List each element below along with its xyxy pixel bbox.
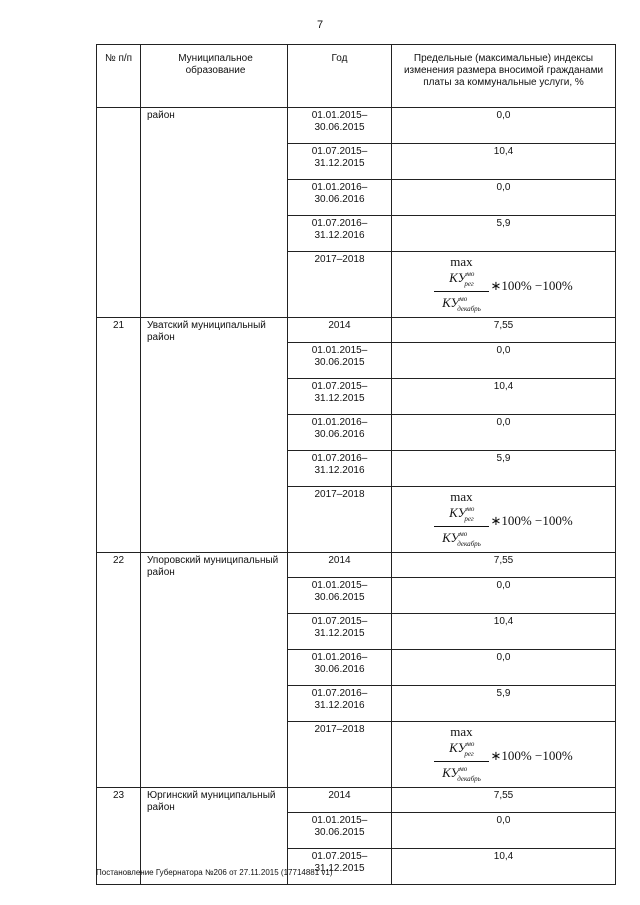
period-cell: 01.01.2016–30.06.2016 [288, 180, 392, 216]
formula-fraction [434, 256, 488, 315]
formula-max: max [450, 254, 473, 269]
index-value: 0,0 [392, 578, 616, 614]
formula-fraction [434, 726, 488, 785]
row-number: 21 [97, 318, 141, 553]
formula-ku: КУ [442, 295, 460, 310]
row-number: 23 [97, 788, 141, 885]
index-value: 7,55 [392, 788, 616, 813]
tariff-index-table [96, 44, 616, 885]
header-year: Год [288, 45, 392, 108]
period-cell: 2017–2018 [288, 252, 392, 318]
formula-max: max [450, 724, 473, 739]
period-cell: 2017–2018 [288, 487, 392, 553]
period-cell: 2017–2018 [288, 722, 392, 788]
formula-denominator [434, 292, 488, 315]
formula-ku: КУ [442, 530, 460, 545]
header-municipality: Муниципальное образование [141, 45, 288, 108]
formula-denominator [434, 762, 488, 785]
index-formula [392, 252, 616, 318]
period-cell: 01.01.2015–30.06.2015 [288, 108, 392, 144]
period-cell: 01.07.2015–31.12.2015 [288, 379, 392, 415]
table-header-row [97, 45, 616, 108]
index-value: 5,9 [392, 216, 616, 252]
index-value: 0,0 [392, 650, 616, 686]
table-row [97, 788, 616, 813]
municipality-name: Уватский муниципальный район [141, 318, 288, 553]
index-value: 0,0 [392, 415, 616, 451]
table-row [97, 553, 616, 578]
formula-sup: мо [459, 765, 468, 773]
formula [434, 491, 572, 550]
period-cell: 2014 [288, 788, 392, 813]
index-value: 0,0 [392, 813, 616, 849]
table-row [97, 318, 616, 343]
index-value: 0,0 [392, 108, 616, 144]
page-number: 7 [316, 19, 324, 31]
formula-numerator [434, 491, 488, 527]
formula-sub-reg: рег [464, 280, 474, 288]
period-cell: 01.07.2015–31.12.2015 [288, 614, 392, 650]
index-value: 10,4 [392, 379, 616, 415]
formula-sup: мо [466, 505, 475, 513]
formula-ku: КУ [449, 505, 467, 520]
table-row [97, 108, 616, 144]
period-cell: 2014 [288, 553, 392, 578]
formula-sub-dec: декабрь [457, 305, 481, 313]
index-value: 0,0 [392, 343, 616, 379]
formula-sup: мо [459, 530, 468, 538]
formula [434, 256, 572, 315]
row-number [97, 108, 141, 318]
period-cell: 01.01.2016–30.06.2016 [288, 415, 392, 451]
period-cell: 01.07.2016–31.12.2016 [288, 451, 392, 487]
formula-tail: ∗100% −100% [490, 277, 573, 293]
index-value: 5,9 [392, 686, 616, 722]
index-formula [392, 722, 616, 788]
period-cell: 2014 [288, 318, 392, 343]
index-value: 7,55 [392, 318, 616, 343]
municipality-name: Юргинский муниципальный район [141, 788, 288, 885]
formula-tail: ∗100% −100% [490, 747, 573, 763]
formula-tail: ∗100% −100% [490, 512, 573, 528]
period-cell: 01.07.2016–31.12.2016 [288, 686, 392, 722]
period-cell: 01.01.2015–30.06.2015 [288, 343, 392, 379]
index-value: 10,4 [392, 614, 616, 650]
period-cell: 01.01.2015–30.06.2015 [288, 813, 392, 849]
index-value: 7,55 [392, 553, 616, 578]
period-cell: 01.01.2015–30.06.2015 [288, 578, 392, 614]
row-number: 22 [97, 553, 141, 788]
index-value: 5,9 [392, 451, 616, 487]
formula-sup: мо [466, 270, 475, 278]
period-cell: 01.01.2016–30.06.2016 [288, 650, 392, 686]
formula-sup: мо [459, 295, 468, 303]
formula-ku: КУ [449, 270, 467, 285]
index-value: 0,0 [392, 180, 616, 216]
municipality-name: район [141, 108, 288, 318]
period-cell: 01.07.2015–31.12.2015 [288, 144, 392, 180]
formula-sub-reg: рег [464, 515, 474, 523]
formula-sub-reg: рег [464, 750, 474, 758]
document-footer: Постановление Губернатора №206 от 27.11.2015 (17714881 v1) [96, 868, 333, 877]
formula-sup: мо [466, 740, 475, 748]
index-value: 10,4 [392, 144, 616, 180]
period-cell: 01.07.2016–31.12.2016 [288, 216, 392, 252]
formula-ku: КУ [442, 765, 460, 780]
formula-numerator [434, 726, 488, 762]
index-value: 10,4 [392, 849, 616, 885]
formula-max: max [450, 489, 473, 504]
formula [434, 726, 572, 785]
formula-sub-dec: декабрь [457, 540, 481, 548]
header-number: № п/п [97, 45, 141, 108]
period-cell: 01.07.2015–31.12.2015 [288, 849, 392, 885]
municipality-name: Упоровский муниципальный район [141, 553, 288, 788]
formula-fraction [434, 491, 488, 550]
formula-numerator [434, 256, 488, 292]
formula-denominator [434, 527, 488, 550]
index-formula [392, 487, 616, 553]
formula-ku: КУ [449, 740, 467, 755]
formula-sub-dec: декабрь [457, 775, 481, 783]
header-index: Предельные (максимальные) индексы изменения размера вносимой гражданами платы за коммунальные услуги, % [392, 45, 616, 108]
